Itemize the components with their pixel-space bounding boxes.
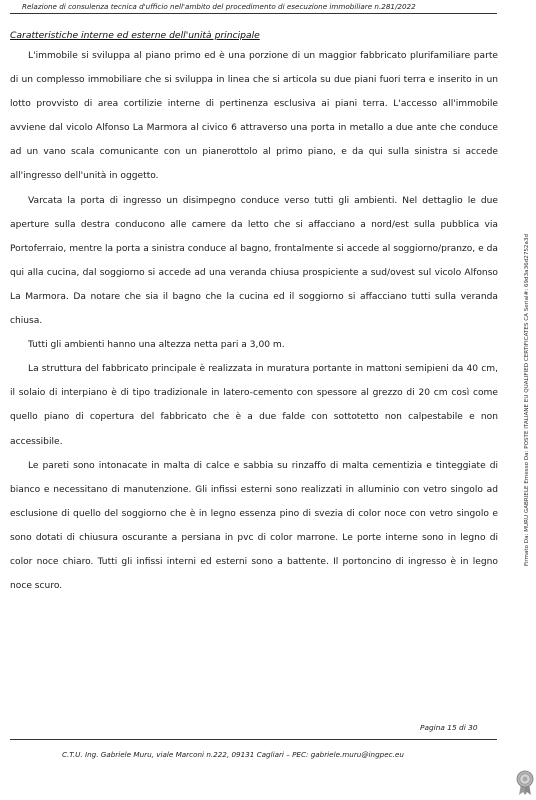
paragraph: Le pareti sono intonacate in malta di calce e sabbia su rinzaffo di malta cementizia e tinteggiate di bianco e necessitano di manutenzione. Gli infissi esterni sono realizzati in alluminio con vetro singolo ad esclusione di quello del soggiorno che è in legno essenza pino di svezia di color noce con vetro singolo e sono dotati di chiusura oscurante a persiana in pvc di color marrone. Le porte interne sono in legno di color noce chiaro. Tutti gli infissi interni ed esterni sono a battente. Il portoncino di ingresso è in legno noce scuro. <box>10 460 498 592</box>
paragraph: L'immobile si sviluppa al piano primo ed è una porzione di un maggior fabbricato plurifamiliare parte di un complesso immobiliare che si sviluppa in linea che si articola su due piani fuori terra e inserito in un lotto provvisto di area cortilizie interne di pertinenza esclusiva ai piani terra. L'accesso all'immobile avviene dal vicolo Alfonso La Marmora al civico 6 attraverso una porta in metallo a due ante che conduce ad un vano scala comunicante con un pianerottolo al primo piano, e da qui sulla sinistra si accede all'ingresso dell'unità in oggetto. <box>10 51 498 182</box>
header-divider <box>10 13 497 14</box>
certificate-seal-icon <box>515 770 535 796</box>
document-header: Relazione di consulenza tecnica d'ufficio nell'ambito del procedimento di esecuzione immobiliare n.281/2022 <box>22 2 416 11</box>
document-body <box>10 44 498 598</box>
section-heading: Caratteristiche interne ed esterne dell'unità principale <box>10 30 260 41</box>
document-footer: C.T.U. Ing. Gabriele Muru, viale Marconi n.222, 09131 Cagliari – PEC: gabriele.muru@ingpec.eu <box>62 750 404 759</box>
paragraph: La struttura del fabbricato principale è realizzata in muratura portante in mattoni semipieni da 40 cm, il solaio di interpiano è di tipo tradizionale in latero-cemento con spessore al grezzo di 20 cm così come quello piano di copertura del fabbricato che è a due falde con sottotetto non calpestabile e non accessibile. <box>10 364 498 447</box>
footer-divider <box>10 739 497 740</box>
page-number: Pagina 15 di 30 <box>420 723 478 732</box>
digital-signature-stamp: Firmato Da: MURU GABRIELE Emesso Da: POSTE ITALIANE EU QUALIFIED CERTIFICATES CA Serial#: 69d3a36d2752a3d <box>524 233 530 567</box>
paragraph: Tutti gli ambienti hanno una altezza netta pari a 3,00 m. <box>28 340 285 351</box>
paragraph: Varcata la porta di ingresso un disimpegno conduce verso tutti gli ambienti. Nel dettaglio le due aperture sulla destra conducono alle camere da letto che si affacciano a nord/est sulla pubblica via Portoferraio, mentre la porta a sinistra conduce al bagno, frontalmente si accede al soggiorno/pranzo, e da qui alla cucina, dal soggiorno si accede ad una veranda chiusa prospiciente a sud/ovest sul vicolo Alfonso La Marmora. Da notare che sia il bagno che la cucina ed il soggiorno si affacciano tutti sulla veranda chiusa. <box>10 195 498 327</box>
